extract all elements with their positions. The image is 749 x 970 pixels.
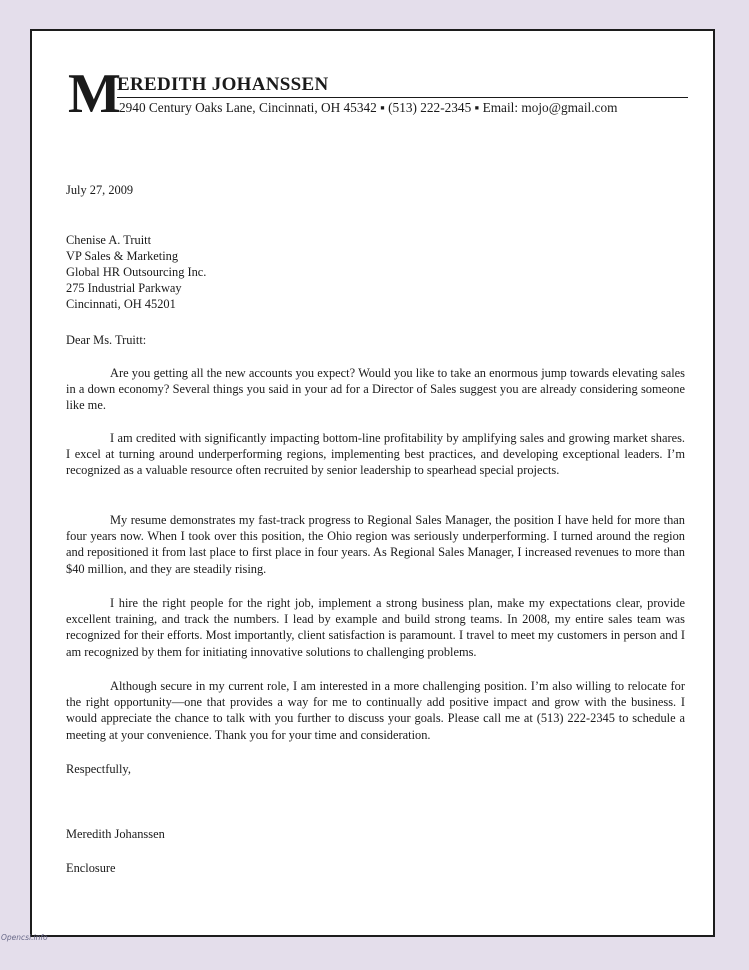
letter-date: July 27, 2009 bbox=[66, 183, 134, 197]
recipient-city: Cincinnati, OH 45201 bbox=[66, 297, 176, 311]
letterhead-initial: M bbox=[68, 63, 121, 125]
watermark: Opencsi.info bbox=[1, 933, 48, 942]
letterhead bbox=[68, 63, 686, 125]
recipient-street: 275 Industrial Parkway bbox=[66, 281, 182, 295]
letter-page bbox=[30, 29, 715, 937]
recipient-name: Chenise A. Truitt bbox=[66, 233, 152, 247]
signature-name: Meredith Johanssen bbox=[66, 827, 165, 841]
body-paragraph-2: I am credited with significantly impacting bottom-line profitability by amplifying sales and growing market shares. I excel at turning around underperforming regions, implementing best practices, and developing exceptional leaders. I’m recognized as a valuable resource often recruited by senior leadership to spearhead special projects. bbox=[66, 431, 685, 478]
recipient-block bbox=[66, 232, 206, 312]
letterhead-name: EREDITH JOHANSSEN bbox=[117, 74, 329, 95]
body-paragraph-3: My resume demonstrates my fast-track progress to Regional Sales Manager, the position I have held for more than four years now. When I took over this position, the Ohio region was seriously underperforming. I turned around the region and repositioned it from last place to first place in four years. As Regional Sales Manager, I increased revenues to more than $40 million, and they are steadily rising. bbox=[66, 513, 685, 576]
letterhead-rule bbox=[117, 97, 688, 98]
body-paragraph-4: I hire the right people for the right job, implement a strong business plan, make my expectations clear, provide excellent training, and track the numbers. I lead by example and build strong teams. In 2008, my entire sales team was recognized for their efforts. Most importantly, client satisfaction is paramount. I travel to meet my customers in person and I am recognized by them for initiating innovative solutions to challenging problems. bbox=[66, 596, 685, 659]
recipient-company: Global HR Outsourcing Inc. bbox=[66, 265, 207, 279]
body-paragraph-1: Are you getting all the new accounts you expect? Would you like to take an enormous jump towards elevating sales in a down economy? Several things you said in your ad for a Director of Sales suggest you are already considering someone like me. bbox=[66, 366, 685, 413]
closing: Respectfully, bbox=[66, 762, 131, 776]
recipient-title: VP Sales & Marketing bbox=[66, 249, 179, 263]
letterhead-contact: 2940 Century Oaks Lane, Cincinnati, OH 45342 ▪ (513) 222-2345 ▪ Email: mojo@gmail.com bbox=[119, 100, 618, 115]
salutation: Dear Ms. Truitt: bbox=[66, 333, 147, 347]
body-paragraph-5: Although secure in my current role, I am interested in a more challenging position. I’m also willing to relocate for the right opportunity—one that provides a way for me to continually add positive impact and grow with the business. I would appreciate the chance to talk with you further to discuss your goals. Please call me at (513) 222-2345 to schedule a meeting at your convenience. Thank you for your time and consideration. bbox=[66, 679, 685, 742]
enclosure-note: Enclosure bbox=[66, 861, 116, 875]
